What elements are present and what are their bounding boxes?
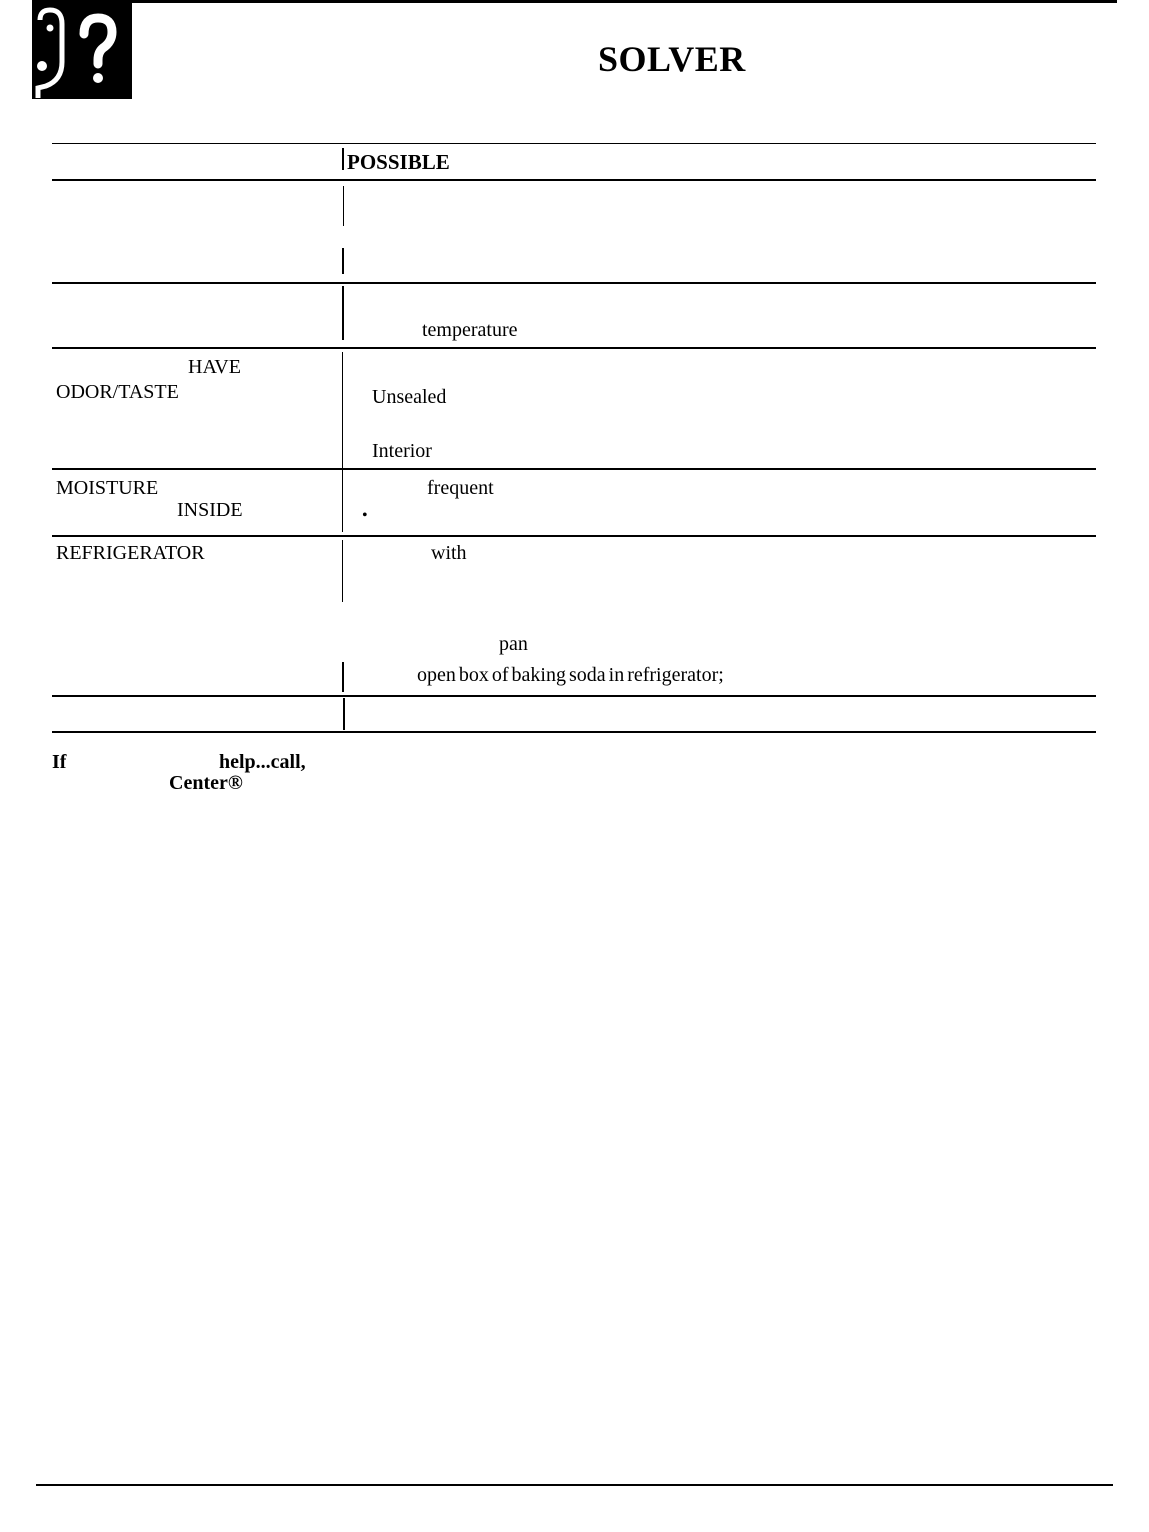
column-divider bbox=[342, 540, 343, 602]
table-rule bbox=[52, 143, 1096, 144]
column-divider bbox=[342, 148, 344, 170]
column-divider bbox=[342, 662, 344, 692]
column-divider bbox=[342, 352, 343, 468]
cause-text: open box of baking soda in refrigerator; bbox=[417, 664, 724, 686]
problem-text: MOISTURE bbox=[56, 477, 159, 499]
column-divider bbox=[343, 186, 344, 226]
table-rule bbox=[52, 347, 1096, 349]
column-header-possible: POSSIBLE bbox=[347, 150, 450, 174]
problem-text: ODOR/TASTE bbox=[56, 381, 179, 403]
cause-text: temperature bbox=[422, 319, 518, 341]
footer-text: help...call, bbox=[219, 751, 306, 773]
page-title: SOLVER bbox=[598, 39, 746, 79]
table-rule bbox=[52, 695, 1096, 697]
column-divider bbox=[342, 248, 344, 274]
footer-text: If bbox=[52, 751, 67, 773]
problem-text: HAVE bbox=[188, 356, 241, 378]
cause-text: with bbox=[431, 542, 467, 564]
cause-text: frequent bbox=[427, 477, 494, 499]
column-divider bbox=[343, 698, 345, 730]
problem-text: REFRIGERATOR bbox=[56, 542, 205, 564]
table-rule bbox=[52, 731, 1096, 733]
question-face-logo-icon bbox=[32, 0, 132, 99]
cause-text: Interior bbox=[372, 440, 432, 462]
table-rule bbox=[52, 179, 1096, 181]
table-rule bbox=[52, 468, 1096, 470]
table-rule bbox=[52, 535, 1096, 537]
cause-text: Unsealed bbox=[372, 386, 447, 408]
footer-text: Center® bbox=[169, 772, 243, 794]
column-divider bbox=[342, 286, 344, 340]
cause-text: pan bbox=[499, 633, 528, 655]
table-rule bbox=[52, 282, 1096, 284]
problem-text: INSIDE bbox=[177, 499, 243, 521]
column-divider bbox=[342, 470, 343, 532]
bottom-rule bbox=[36, 1484, 1113, 1486]
top-border bbox=[32, 0, 1117, 3]
bullet-icon: • bbox=[362, 507, 368, 524]
